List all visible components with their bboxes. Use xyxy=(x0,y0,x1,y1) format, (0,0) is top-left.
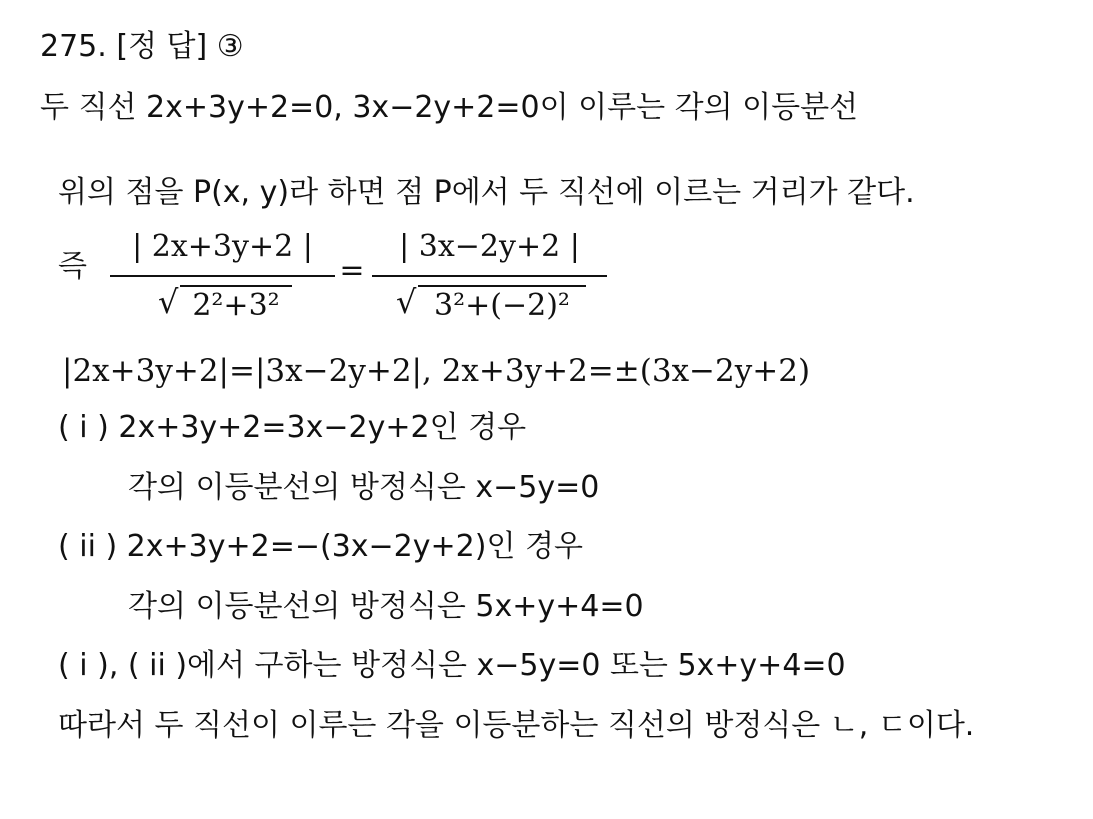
case-2-header: ( ii ) 2x+3y+2=−(3x−2y+2)인 경우 xyxy=(58,529,583,564)
conclusion: 따라서 두 직선이 이루는 각을 이등분하는 직선의 방정식은 ㄴ, ㄷ이다. xyxy=(58,708,975,743)
fraction-2-denominator: 3²+(−2)² xyxy=(434,288,570,323)
sqrt-symbol-1: √ xyxy=(158,283,179,321)
case-1-result: 각의 이등분선의 방정식은 x−5y=0 xyxy=(128,470,600,505)
equals-sign: = xyxy=(339,253,365,288)
sqrt-overline-2 xyxy=(418,285,586,287)
case-1-header: ( i ) 2x+3y+2=3x−2y+2인 경우 xyxy=(58,410,527,445)
case-2-result: 각의 이등분선의 방정식은 5x+y+4=0 xyxy=(128,589,644,624)
problem-title: 275. [정 답] ③ xyxy=(40,29,244,64)
sqrt-overline-1 xyxy=(180,285,292,287)
fraction-1-denominator: 2²+3² xyxy=(192,288,280,323)
fraction-1-bar xyxy=(110,275,335,277)
combined-result: ( i ), ( ii )에서 구하는 방정식은 x−5y=0 또는 5x+y+4=0 xyxy=(58,648,846,683)
absolute-value-equation: |2x+3y+2|=|3x−2y+2|, 2x+3y+2=±(3x−2y+2) xyxy=(62,353,811,389)
intro-line: 두 직선 2x+3y+2=0, 3x−2y+2=0이 이루는 각의 이등분선 xyxy=(40,90,859,125)
fraction-2-numerator: | 3x−2y+2 | xyxy=(399,229,580,264)
sqrt-symbol-2: √ xyxy=(396,283,417,321)
distance-statement: 위의 점을 P(x, y)라 하면 점 P에서 두 직선에 이르는 거리가 같다. xyxy=(58,175,915,210)
fraction-2-bar xyxy=(372,275,607,277)
equation-prefix: 즉 xyxy=(58,249,87,284)
fraction-1-numerator: | 2x+3y+2 | xyxy=(132,229,313,264)
